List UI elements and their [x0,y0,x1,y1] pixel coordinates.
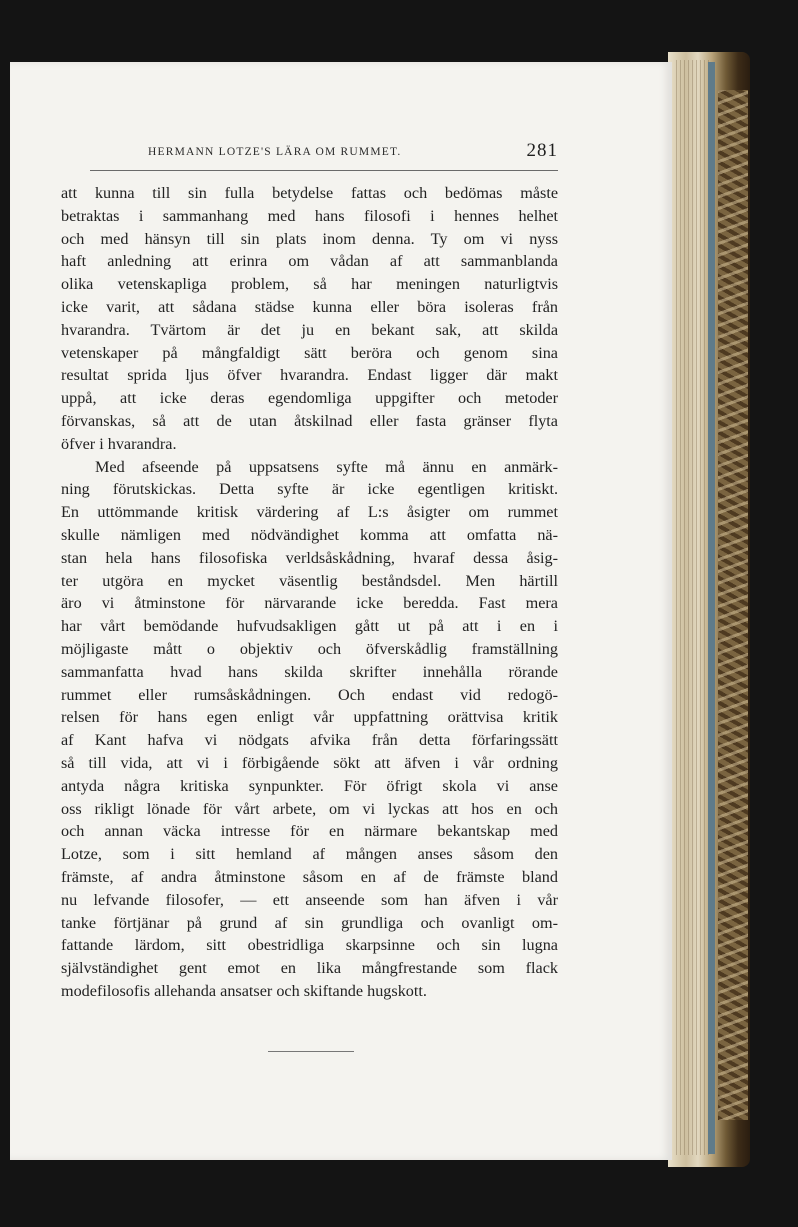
paragraph-1 [61,182,558,456]
text-line: rummet eller rumsåskådningen. Och endast vid redogö- [61,685,558,704]
text-line: resultat sprida ljus öfver hvarandra. Endast ligger där makt [61,366,558,385]
text-line: förvanskas, så att de utan åtskilnad eller fasta gränser flyta [61,411,558,430]
text-line: att kunna till sin fulla betydelse fattas och bedömas måste [61,184,558,202]
text-line: så till vida, att vi i förbigående sökt att äfven i vår ordning [61,753,558,772]
text-line: haft anledning att erinra om vådan af att sammanblanda [61,252,558,271]
text-line: Lotze, som i sitt hemland af mången anses såsom den [61,845,558,864]
header-rule [90,170,558,171]
text-line: möjligaste mått o objektiv och öfverskådlig framställning [61,639,558,658]
text-line: vetenskaper på mångfaldigt sätt beröra och genom sina [61,343,558,362]
text-line: af Kant hafva vi nödgats afvika från detta förfaringssätt [61,731,558,750]
text-line: tanke förtjänar på grund af sin grundliga och ovanligt om- [61,913,558,932]
running-title: HERMANN LOTZE'S LÄRA OM RUMMET. [148,146,402,158]
body-text [61,182,558,1003]
text-line: Med afseende på uppsatsens syfte må ännu en anmärk- [95,457,558,476]
page-edge-lines [676,60,710,1155]
running-header [60,142,558,164]
text-line: sammanfatta hvad hans skilda skrifter innehålla rörande [61,662,558,681]
text-line: olika vetenskapliga problem, så har meningen naturligtvis [61,275,558,294]
text-line: och med hänsyn till sin plats inom denna. Ty om vi nyss [61,229,558,248]
text-line: oss rikligt lönade för vårt arbete, om vi lyckas att hos en och [61,799,558,818]
text-line: skulle nämligen med nödvändighet komma att omfatta nä- [61,525,558,544]
text-line: icke varit, att sådana städse kunna eller böra isoleras från [61,297,558,316]
text-line: självständighet gent emot en lika mångfrestande som flack [61,959,558,978]
text-line: främste, af andra åtminstone såsom en af de främste bland [61,867,558,886]
text-line: betraktas i sammanhang med hans filosofi i hennes helhet [61,206,558,225]
text-line: ning förutskickas. Detta syfte är icke egentligen kritiskt. [61,480,558,499]
text-line: och annan väcka intresse för en närmare bekantskap med [61,822,558,841]
text-line: En uttömmande kritisk värdering af L:s åsigter om rummet [61,503,558,522]
paragraph-2 [61,456,558,1003]
text-line: relsen för hans egen enligt vår uppfattning orättvisa kritik [61,708,558,727]
text-line: ter utgöra en mycket väsentlig beståndsdel. Men härtill [61,571,558,590]
text-line: uppå, att icke deras egendomliga uppgifter och metoder [61,389,558,408]
end-rule [268,1051,354,1052]
text-line: äro vi åtminstone för närvarande icke beredda. Fast mera [61,594,558,613]
page-number: 281 [526,140,558,161]
cover-edge-band [708,62,715,1154]
text-line: öfver i hvarandra. [61,434,177,453]
text-line: modefilosofis allehanda ansatser och skiftande hugskott. [61,981,427,1000]
text-line: antyda några kritiska synpunkter. För öfrigt skola vi anse [61,776,558,795]
text-line: hvarandra. Tvärtom är det ju en bekant sak, att skilda [61,320,558,339]
marbled-cover-edge [718,90,748,1120]
text-line: fattande lärdom, sitt obestridliga skarpsinne och sin lugna [61,936,558,955]
text-line: nu lefvande filosofer, — ett anseende som han äfven i vår [61,890,558,909]
text-line: stan hela hans filosofiska verldsåskådning, hvaraf dessa åsig- [61,548,558,567]
text-line: har vårt bemödande hufvudsakligen gått ut på att i en i [61,617,558,636]
